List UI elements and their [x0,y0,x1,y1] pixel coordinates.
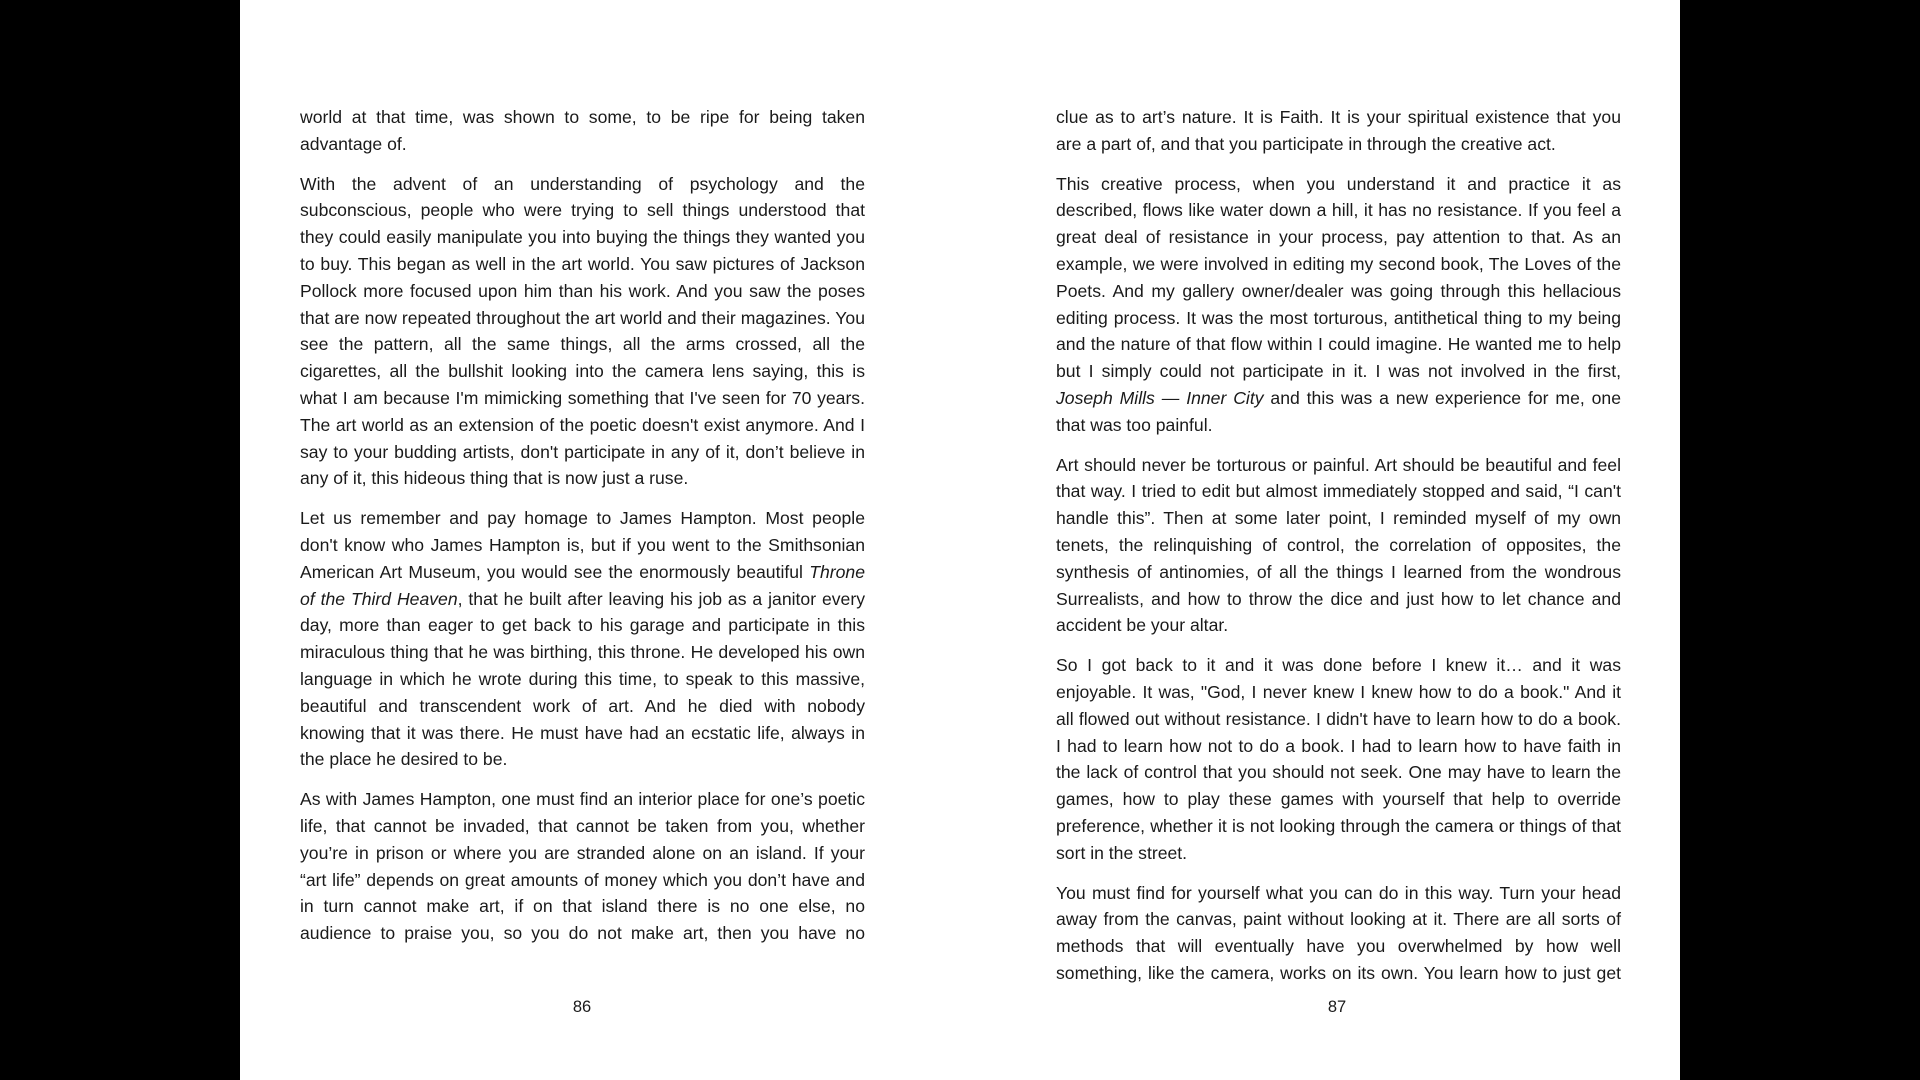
right-paragraph-4 [1056,652,1621,866]
text-run: Let us remember and pay homage to James Hampton. Most people don't know who James Hampton is, but if you went to the Smithsonian American Art Museum, you would see the enormously beautiful [300,508,865,582]
text-run: clue as to art’s nature. It is Faith. It is your spiritual existence that you are a part of, and that you participate in through the creative act. [1056,107,1621,154]
right-paragraph-3 [1056,452,1621,640]
right-paragraph-2 [1056,171,1621,439]
italic-title: Joseph Mills — Inner City [1056,387,1264,408]
italic-title: Throne of the Third Heaven [300,561,865,609]
left-page-number: 86 [572,998,592,1016]
text-run: This creative process, when you understand it and practice it as described, flows like water down a hill, it has no resistance. If you feel a great deal of resistance in your process, pay attention to that. As an example, we were involved in editing my second book, The Loves of the Poets. And my gallery owner/dealer was going through this hellacious editing process. It was the most torturous, antithetical thing to my being and the nature of that flow within I could imagine. He wanted me to help but I simply could not participate in it. I was not involved in the first, [1056,173,1621,382]
left-paragraph-3 [300,505,865,773]
text-run: You must find for yourself what you can do in this way. Turn your head away from the canvas, paint without looking at it. There are all sorts of methods that will eventually have you overwhelmed by how well something, like the camera, works on its own. You learn how to just get [1056,882,1621,983]
left-page [300,104,865,960]
text-run: , that he built after leaving his job as a janitor every day, more than eager to get back to his garage and participate in this miraculous thing that he was birthing, this throne. He developed his own language in which he wrote during this time, to speak to this massive, beautiful and transcendent work of art. And he died with nobody knowing that it was there. He must have had an ecstatic life, always in the place he desired to be. [300,588,865,770]
text-run: As with James Hampton, one must find an interior place for one’s poetic life, that cannot be invaded, that cannot be taken from you, whether you’re in prison or where you are stranded alone on an island. If your “art life” depends on great amounts of money which you don’t have and in turn cannot make art, if on that island there is no one else, no audience to praise you, so you do not make art, then you have no [300,789,865,944]
text-run: world at that time, was shown to some, to be ripe for being taken advantage of. [300,107,865,154]
right-paragraph-1 [1056,104,1621,158]
text-run: and this was a new experience for me, one that was too painful. [1056,387,1621,435]
left-paragraph-4 [300,786,865,947]
left-paragraph-2 [300,171,865,493]
right-page-number: 87 [1327,998,1347,1016]
book-spread [240,0,1680,1080]
text-run: Art should never be torturous or painful. Art should be beautiful and feel that way. I tried to edit but almost immediately stopped and said, “I can't handle this”. Then at some later point, I reminded myself of my own tenets, the relinquishing of control, the correlation of opposites, the synthesis of antinomies, of all the things I learned from the wondrous Surrealists, and how to throw the dice and just how to let chance and accident be your altar. [1056,454,1621,636]
text-run: So I got back to it and it was done before I knew it… and it was enjoyable. It was, "God, I never knew I knew how to do a book." And it all flowed out without resistance. I didn't have to learn how to do a book. I had to learn how not to do a book. I had to learn how to have faith in the lack of control that you should not seek. One may have to learn the games, how to play these games with yourself that help to override preference, whether it is not looking through the camera or things of that sort in the street. [1056,655,1621,863]
right-page [1056,104,1621,1000]
text-run: With the advent of an understanding of psychology and the subconscious, people who were trying to sell things understood that they could easily manipulate you into buying the things they wanted you to buy. This began as well in the art world. You saw pictures of Jackson Pollock more focused upon him than his work. And you saw the poses that are now repeated throughout the art world and their magazines. You see the pattern, all the same things, all the arms crossed, all the cigarettes, all the bullshit looking into the camera lens saying, this is what I am because I'm mimicking something that I've seen for 70 years. The art world as an extension of the poetic doesn't exist anymore. And I say to your budding artists, don't participate in any of it, don’t believe in any of it, this hideous thing that is now just a ruse. [300,173,865,489]
left-paragraph-1 [300,104,865,158]
right-paragraph-5 [1056,880,1621,987]
